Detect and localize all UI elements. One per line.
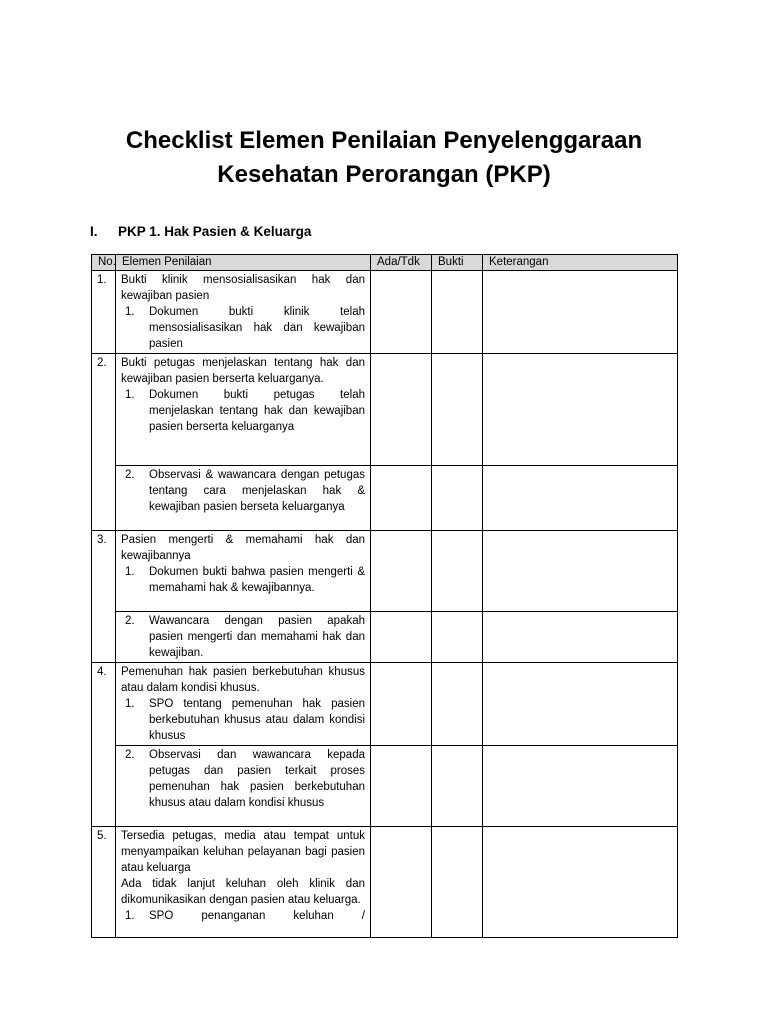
sub-number: 1.: [125, 566, 135, 578]
header-bukti: Bukti: [432, 255, 483, 271]
bukti-cell[interactable]: [432, 746, 483, 827]
row-number: 3.: [92, 531, 116, 663]
bukti-cell[interactable]: [432, 663, 483, 746]
sub-text: Dokumen bukti bahwa pasien mengerti & memahami hak & kewajibannya.: [149, 566, 365, 594]
sub-item: [121, 564, 365, 596]
header-keterangan: Keterangan: [483, 255, 678, 271]
table-row: [92, 531, 678, 612]
title-line-1: Checklist Elemen Penilaian Penyelenggaraan: [125, 127, 643, 154]
table-row: [92, 663, 678, 746]
element-main-2: Ada tidak lanjut keluhan oleh klinik dan dikomunikasikan dengan pasien atau keluarga.: [121, 878, 365, 906]
keterangan-cell[interactable]: [483, 531, 678, 612]
element-main: Pemenuhan hak pasien berkebutuhan khusus atau dalam kondisi khusus.: [121, 666, 365, 694]
element-cell: [116, 663, 371, 746]
sub-item: [121, 387, 365, 435]
table-row: [92, 746, 678, 827]
ada-cell[interactable]: [371, 354, 432, 466]
header-ada: Ada/Tdk: [371, 255, 432, 271]
ada-cell[interactable]: [371, 531, 432, 612]
sub-number: 1.: [125, 306, 135, 318]
ada-cell[interactable]: [371, 746, 432, 827]
table-header-row: [92, 255, 678, 271]
sub-text: SPO tentang pemenuhan hak pasien berkebutuhan khusus atau dalam kondisi khusus: [149, 698, 365, 742]
bukti-cell[interactable]: [432, 827, 483, 938]
row-number: 1.: [92, 271, 116, 354]
sub-item: [121, 467, 365, 515]
table-row: [92, 271, 678, 354]
sub-number: 2.: [125, 749, 135, 761]
ada-cell[interactable]: [371, 827, 432, 938]
bukti-cell[interactable]: [432, 354, 483, 466]
keterangan-cell[interactable]: [483, 827, 678, 938]
sub-text: Observasi dan wawancara kepada petugas dan pasien terkait proses pemenuhan hak pasien berkebutuhan khusus atau dalam kondisi khusus: [149, 749, 365, 809]
sub-number: 2.: [125, 615, 135, 627]
sub-item: [121, 304, 365, 352]
header-elemen: Elemen Penilaian: [116, 255, 371, 271]
ada-cell[interactable]: [371, 271, 432, 354]
ada-cell[interactable]: [371, 612, 432, 663]
sub-number: 1.: [125, 698, 135, 710]
document-title: [0, 124, 768, 192]
element-cell: [116, 612, 371, 663]
sub-item: [121, 613, 365, 661]
keterangan-cell[interactable]: [483, 466, 678, 531]
element-cell: [116, 827, 371, 938]
table-row: [92, 827, 678, 938]
bukti-cell[interactable]: [432, 531, 483, 612]
sub-item: [121, 747, 365, 811]
title-line-2: Kesehatan Perorangan (PKP): [217, 161, 551, 188]
sub-text: Wawancara dengan pasien apakah pasien mengerti dan memahami hak dan kewajiban.: [149, 615, 365, 659]
sub-text: Dokumen bukti petugas telah menjelaskan tentang hak dan kewajiban pasien berserta keluarganya: [149, 389, 365, 433]
row-number: 5.: [92, 827, 116, 938]
table-row: [92, 612, 678, 663]
element-cell: [116, 466, 371, 531]
element-main: Pasien mengerti & memahami hak dan kewajibannya: [121, 534, 365, 562]
keterangan-cell[interactable]: [483, 663, 678, 746]
section-number: I.: [90, 224, 98, 239]
row-number: 4.: [92, 663, 116, 827]
bukti-cell[interactable]: [432, 271, 483, 354]
table-row: [92, 354, 678, 466]
ada-cell[interactable]: [371, 466, 432, 531]
keterangan-cell[interactable]: [483, 271, 678, 354]
sub-number: 2.: [125, 469, 135, 481]
element-cell: [116, 531, 371, 612]
keterangan-cell[interactable]: [483, 354, 678, 466]
checklist-table: [91, 254, 678, 938]
section-heading: [90, 224, 311, 239]
element-cell: [116, 746, 371, 827]
header-no: No.: [92, 255, 116, 271]
sub-number: 1.: [125, 389, 135, 401]
section-title: PKP 1. Hak Pasien & Keluarga: [118, 224, 312, 239]
sub-item: [121, 696, 365, 744]
sub-text: Observasi & wawancara dengan petugas tentang cara menjelaskan hak & kewajiban pasien berseta keluarganya: [149, 469, 365, 513]
element-main: Bukti klinik mensosialisasikan hak dan kewajiban pasien: [121, 274, 365, 302]
element-cell: [116, 271, 371, 354]
keterangan-cell[interactable]: [483, 746, 678, 827]
sub-text: SPO penanganan keluhan /: [149, 910, 365, 922]
bukti-cell[interactable]: [432, 612, 483, 663]
element-main: Tersedia petugas, media atau tempat untuk menyampaikan keluhan pelayanan bagi pasien atau keluarga: [121, 830, 365, 874]
bukti-cell[interactable]: [432, 466, 483, 531]
row-number: 2.: [92, 354, 116, 531]
sub-item: [121, 908, 365, 922]
element-cell: [116, 354, 371, 466]
sub-text: Dokumen bukti klinik telah mensosialisasikan hak dan kewajiban pasien: [149, 306, 365, 350]
keterangan-cell[interactable]: [483, 612, 678, 663]
sub-number: 1.: [125, 910, 135, 922]
ada-cell[interactable]: [371, 663, 432, 746]
element-main: Bukti petugas menjelaskan tentang hak dan kewajiban pasien berserta keluarganya.: [121, 357, 365, 385]
table-row: [92, 466, 678, 531]
